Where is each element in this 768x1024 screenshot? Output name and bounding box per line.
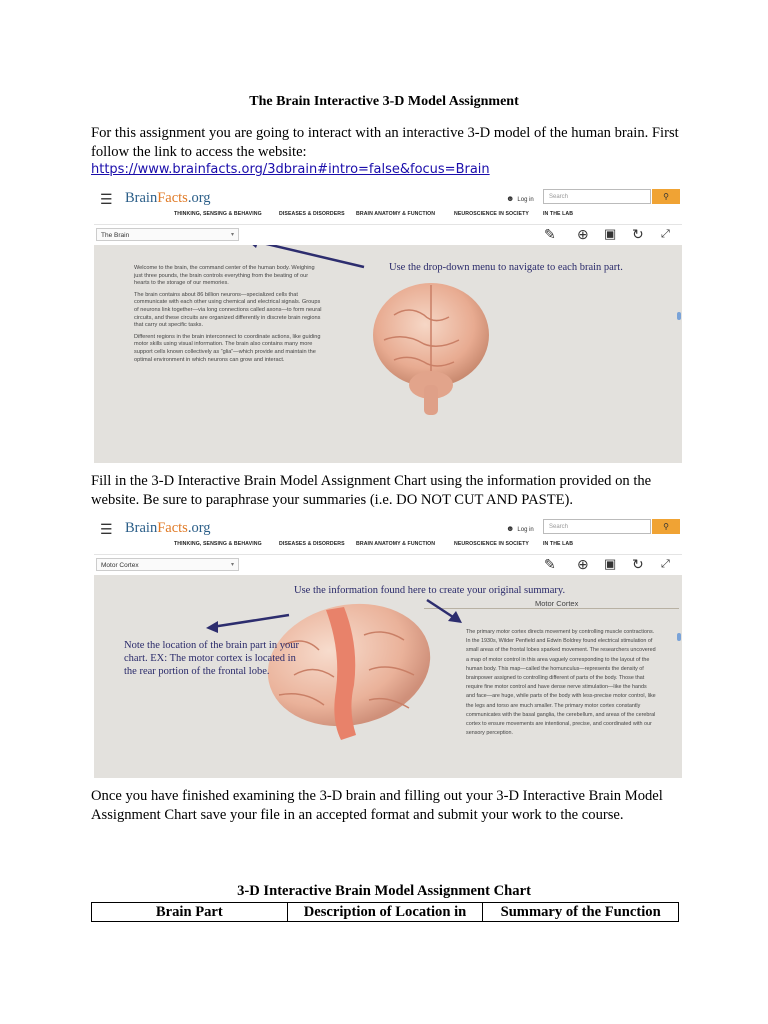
motor-cortex-info: The primary motor cortex directs movement by controlling muscle contractions. In the 1930s, Wilder Penfield and Edwin Boldrey found electrical stimulation of small areas of the frontal lobes sparked movement. The researchers uncovered a map of motor control in this area vaguely corresponding to the layout of the human body. This map—called the homunculus—represents the density of brainpower assigned to controlling different of parts of the body. Those that require fine motor control and have dense nerve stimulation—like the hands and face—are huge, while parts of the body with less-precise motor control, like the legs and torso are much smaller. The primary motor cortex constantly communicates with the basal ganglia, the cerebellum, and areas of the cerebral cortex to ensure movements are intentional, precise, and coordinated with our sensory perception.	[466, 629, 656, 737]
nav-item-thinking[interactable]: THINKING, SENSING & BEHAVING	[174, 211, 262, 217]
nav-item-diseases[interactable]: DISEASES & DISORDERS	[279, 541, 345, 547]
zoom-in-icon[interactable]: ⊕	[577, 226, 589, 242]
pencil-icon[interactable]: ✎	[544, 226, 556, 242]
search-icon: ⚲	[663, 522, 669, 531]
brain-part-dropdown[interactable]: Motor Cortex ▾	[96, 558, 239, 571]
camera-icon[interactable]: ▣	[604, 226, 617, 241]
login-link[interactable]: ☻ Log in	[506, 194, 534, 203]
fullscreen-icon[interactable]: ⤢	[661, 558, 670, 570]
scroll-indicator[interactable]	[677, 312, 681, 320]
camera-icon[interactable]: ▣	[604, 556, 617, 571]
search-button[interactable]	[652, 189, 680, 204]
rotate-icon[interactable]: ↻	[632, 556, 644, 572]
annotation-dropdown: Use the drop-down menu to navigate to each brain part.	[389, 262, 623, 273]
login-link[interactable]: ☻ Log in	[506, 524, 534, 533]
site-nav	[94, 540, 682, 552]
pencil-icon[interactable]: ✎	[544, 556, 556, 572]
instructions-paragraph: Fill in the 3-D Interactive Brain Model Assignment Chart using the information provided on the website. Be sure to paraphrase your summaries (i.e. DO NOT CUT AND PASTE).	[91, 473, 652, 508]
user-icon: ☻	[506, 194, 515, 203]
brainfacts-logo[interactable]: BrainFacts.org	[125, 520, 211, 536]
assignment-chart-table	[91, 902, 679, 922]
nav-item-thinking[interactable]: THINKING, SENSING & BEHAVING	[174, 541, 262, 547]
column-header-brain-part: Brain Part	[92, 903, 288, 922]
brainfacts-logo[interactable]: BrainFacts.org	[125, 190, 211, 206]
brain-viewer[interactable]	[94, 245, 682, 463]
viewer-toolbar	[94, 224, 682, 245]
chart-title: 3-D Interactive Brain Model Assignment Chart	[237, 883, 531, 899]
search-icon: ⚲	[663, 192, 669, 201]
scroll-indicator[interactable]	[677, 633, 681, 641]
column-header-summary: Summary of the Function	[483, 903, 679, 922]
hamburger-menu-icon[interactable]: ☰	[100, 521, 113, 537]
nav-item-lab[interactable]: IN THE LAB	[543, 211, 574, 217]
panel-heading: Motor Cortex	[535, 599, 579, 608]
annotation-arrow	[94, 245, 682, 463]
search-input[interactable]: Search	[543, 189, 651, 204]
website-screenshot-1	[94, 188, 682, 463]
viewer-toolbar	[94, 554, 682, 575]
closing-paragraph: Once you have finished examining the 3-D brain and filling out your 3-D Interactive Brain Model Assignment Chart save your file in an accepted format and submit your work to the course.	[91, 788, 663, 823]
hamburger-menu-icon[interactable]: ☰	[100, 191, 113, 207]
annotation-location: Note the location of the brain part in your chart. EX: The motor cortex is located in the rear portion of the frontal lobe.	[124, 640, 299, 677]
fullscreen-icon[interactable]: ⤢	[661, 228, 670, 240]
nav-item-diseases[interactable]: DISEASES & DISORDERS	[279, 211, 345, 217]
table-header-row	[92, 903, 679, 922]
intro-paragraph: For this assignment you are going to interact with an interactive 3-D model of the human brain. First follow the link to access the website:	[91, 125, 679, 160]
brain-viewer[interactable]	[94, 575, 682, 778]
nav-item-anatomy[interactable]: BRAIN ANATOMY & FUNCTION	[356, 211, 436, 217]
search-input[interactable]: Search	[543, 519, 651, 534]
user-icon: ☻	[506, 524, 515, 533]
annotation-summary: Use the information found here to create your original summary.	[294, 585, 566, 596]
brain-part-dropdown[interactable]: The Brain ▾	[96, 228, 239, 241]
brain-info-text: Welcome to the brain, the command center of the human body. Weighing just three pounds, the brain controls everything from the beating of our hearts to the storage of our memories. The brain contains about 86 billion neurons—specialized cells that communicate with each other using chemical and electrical signals. Groups of neurons link together—via long connections called axons—to form neural circuits, and these circuits are organized differently in discrete brain regions that carry out specific tasks. Different regions in the brain interconnect to coordinate actions, like guiding motor skills using visual information. The brain also contains many more support cells known collectively as “glia”—which provide and maintain the optimal environment in which neurons can grow and interact.	[134, 265, 322, 363]
nav-item-anatomy[interactable]: BRAIN ANATOMY & FUNCTION	[356, 541, 436, 547]
search-button[interactable]	[652, 519, 680, 534]
column-header-location: Description of Location in	[287, 903, 483, 922]
document-title: The Brain Interactive 3-D Model Assignment	[249, 94, 519, 109]
chevron-down-icon: ▾	[230, 562, 234, 568]
site-nav	[94, 210, 682, 222]
chevron-down-icon: ▾	[230, 232, 234, 238]
zoom-in-icon[interactable]: ⊕	[577, 556, 589, 572]
brainfacts-link[interactable]: https://www.brainfacts.org/3dbrain#intro=false&focus=Brain	[91, 162, 490, 177]
rotate-icon[interactable]: ↻	[632, 226, 644, 242]
nav-item-society[interactable]: NEUROSCIENCE IN SOCIETY	[454, 541, 529, 547]
nav-item-lab[interactable]: IN THE LAB	[543, 541, 574, 547]
nav-item-society[interactable]: NEUROSCIENCE IN SOCIETY	[454, 211, 529, 217]
website-screenshot-2	[94, 518, 682, 778]
